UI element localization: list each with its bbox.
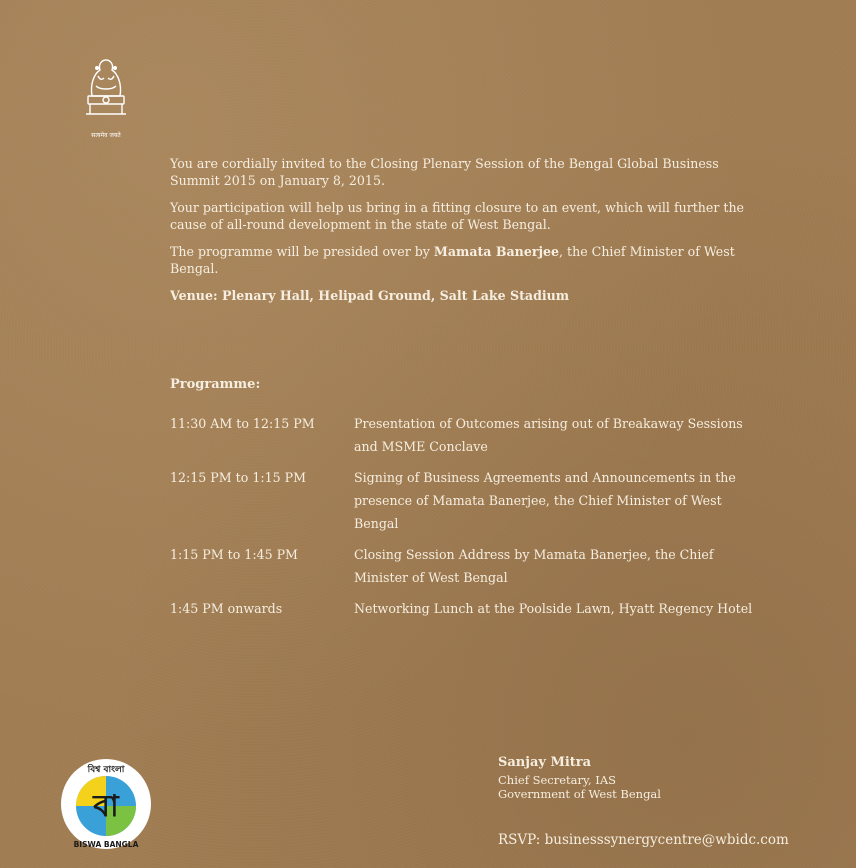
programme-time: 12:15 PM to 1:15 PM [170,470,306,485]
signature-block [498,753,661,801]
programme-desc: Signing of Business Agreements and Announcements in the presence of Mamata Banerjee, the Chief Minister of West Bengal [354,470,736,531]
biswa-bangla-logo-icon [60,758,152,850]
invitation-line-1: You are cordially invited to the Closing Plenary Session of the Bengal Global Business Summit 2015 on January 8, 2015. [170,156,719,188]
rsvp-line: RSVP: businesssynergycentre@wbidc.com [498,832,789,848]
logo-bottom-text: BISWA BANGLA [73,840,139,849]
programme-desc: Closing Session Address by Mamata Banerjee, the Chief Minister of West Bengal [354,547,714,585]
signatory-name: Sanjay Mitra [498,755,592,770]
presider-pre: The programme will be presided over by [170,244,434,259]
programme-desc: Networking Lunch at the Poolside Lawn, Hyatt Regency Hotel [354,601,753,616]
invitation-line-2: Your participation will help us bring in a fitting closure to an event, which will further the cause of all-round development in the state of West Bengal. [170,200,745,232]
invitation-text [170,155,770,314]
logo-center-text: বা [93,789,119,824]
emblem-motto: सत्यमेव जयते [91,132,121,139]
presider-name: Mamata Banerjee [433,244,560,259]
ashoka-emblem-icon [78,56,134,142]
programme-time: 1:15 PM to 1:45 PM [170,547,298,562]
programme-time: 11:30 AM to 12:15 PM [170,416,315,431]
programme-heading: Programme: [170,377,261,392]
signatory-title: Chief Secretary, IAS [498,773,617,787]
logo-top-text: বিশ্ব বাংলা [87,765,125,775]
invitation-line-3 [170,243,770,277]
programme-desc: Presentation of Outcomes arising out of Breakaway Sessions and MSME Conclave [354,416,743,454]
venue: Venue: Plenary Hall, Helipad Ground, Salt Lake Stadium [170,288,570,303]
signatory-org: Government of West Bengal [498,787,661,801]
programme-time: 1:45 PM onwards [170,601,283,616]
presider-post: , the Chief Minister of West Bengal. [170,244,735,276]
